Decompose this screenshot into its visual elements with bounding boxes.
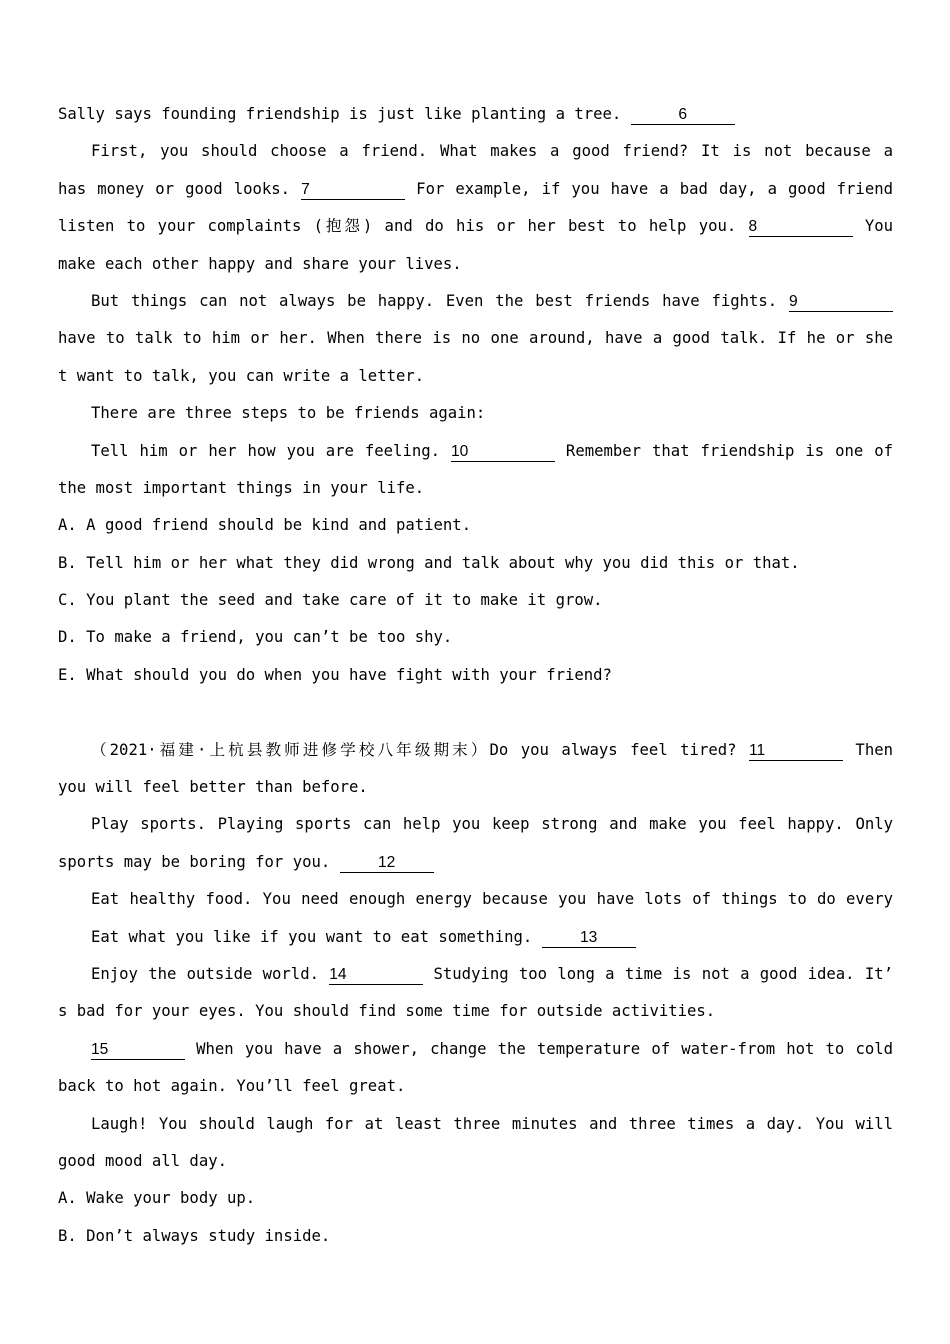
text-line: the most important things in your life. <box>58 478 425 497</box>
text-line: sports may be boring for you. 12 <box>58 844 893 881</box>
text-line: 15 When you have a shower, change the temperature of water-from hot to cold <box>91 1039 893 1058</box>
passage-2 <box>58 732 893 1255</box>
text-line: have to talk to him or her. When there is no one around, have a good talk. If he or she <box>58 329 893 348</box>
answer-blank-6[interactable]: 6 <box>631 106 735 125</box>
answer-blank-9[interactable]: 9 <box>789 293 893 312</box>
text-line: Laugh! You should laugh for at least three minutes and three times a day. You will <box>91 1114 893 1133</box>
option-a: A. Wake your body up. <box>58 1189 256 1208</box>
text-line: t want to talk, you can write a letter. <box>58 366 425 385</box>
text-line: There are three steps to be friends again: <box>91 404 486 423</box>
document-page <box>58 96 893 1255</box>
text-line: Play sports. Playing sports can help you keep strong and make you feel happy. Only <box>91 815 893 834</box>
text-line: Enjoy the outside world. 14 Studying too long a time is not a good idea. It’ <box>91 964 893 983</box>
answer-blank-12[interactable]: 12 <box>340 854 434 873</box>
option-e: E. What should you do when you have fight with your friend? <box>58 665 612 684</box>
answer-blank-14[interactable]: 14 <box>329 966 423 985</box>
text-line: Tell him or her how you are feeling. 10 Remember that friendship is one of <box>91 441 893 460</box>
text-line: Sally says founding friendship is just like planting a tree. 6 <box>58 96 893 133</box>
text-line: （2021·福建·上杭县教师进修学校八年级期末）Do you always feel tired? 11 Then <box>91 740 893 759</box>
text-line: back to hot again. You’ll feel great. <box>58 1077 406 1096</box>
text-line: But things can not always be happy. Even the best friends have fights. 9 <box>58 283 893 320</box>
option-b: B. Don’t always study inside. <box>58 1226 331 1245</box>
text-line: good mood all day. <box>58 1151 227 1170</box>
text-line: s bad for your eyes. You should find some time for outside activities. <box>58 1002 716 1021</box>
text-line: Eat what you like if you want to eat something. 13 <box>58 919 893 956</box>
answer-blank-8[interactable]: 8 <box>749 218 853 237</box>
section-gap <box>58 694 893 731</box>
text-line: Eat healthy food. You need enough energy because you have lots of things to do every <box>91 890 893 909</box>
text-line: make each other happy and share your lives. <box>58 254 462 273</box>
text-line: First, you should choose a friend. What makes a good friend? It is not because a <box>91 142 893 161</box>
option-d: D. To make a friend, you can’t be too shy. <box>58 628 453 647</box>
answer-blank-7[interactable]: 7 <box>301 181 405 200</box>
answer-blank-10[interactable]: 10 <box>451 443 555 462</box>
text-line: listen to your complaints (抱怨) and do his or her best to help you. 8 You <box>58 217 893 236</box>
answer-blank-15[interactable]: 15 <box>91 1041 185 1060</box>
option-b: B. Tell him or her what they did wrong and talk about why you did this or that. <box>58 553 800 572</box>
answer-blank-13[interactable]: 13 <box>542 929 636 948</box>
text-line: you will feel better than before. <box>58 778 368 797</box>
text-line: has money or good looks. 7 For example, if you have a bad day, a good friend <box>58 179 893 198</box>
option-a: A. A good friend should be kind and patient. <box>58 516 472 535</box>
answer-blank-11[interactable]: 11 <box>749 742 843 761</box>
option-c: C. You plant the seed and take care of it to make it grow. <box>58 591 603 610</box>
passage-1 <box>58 96 893 694</box>
